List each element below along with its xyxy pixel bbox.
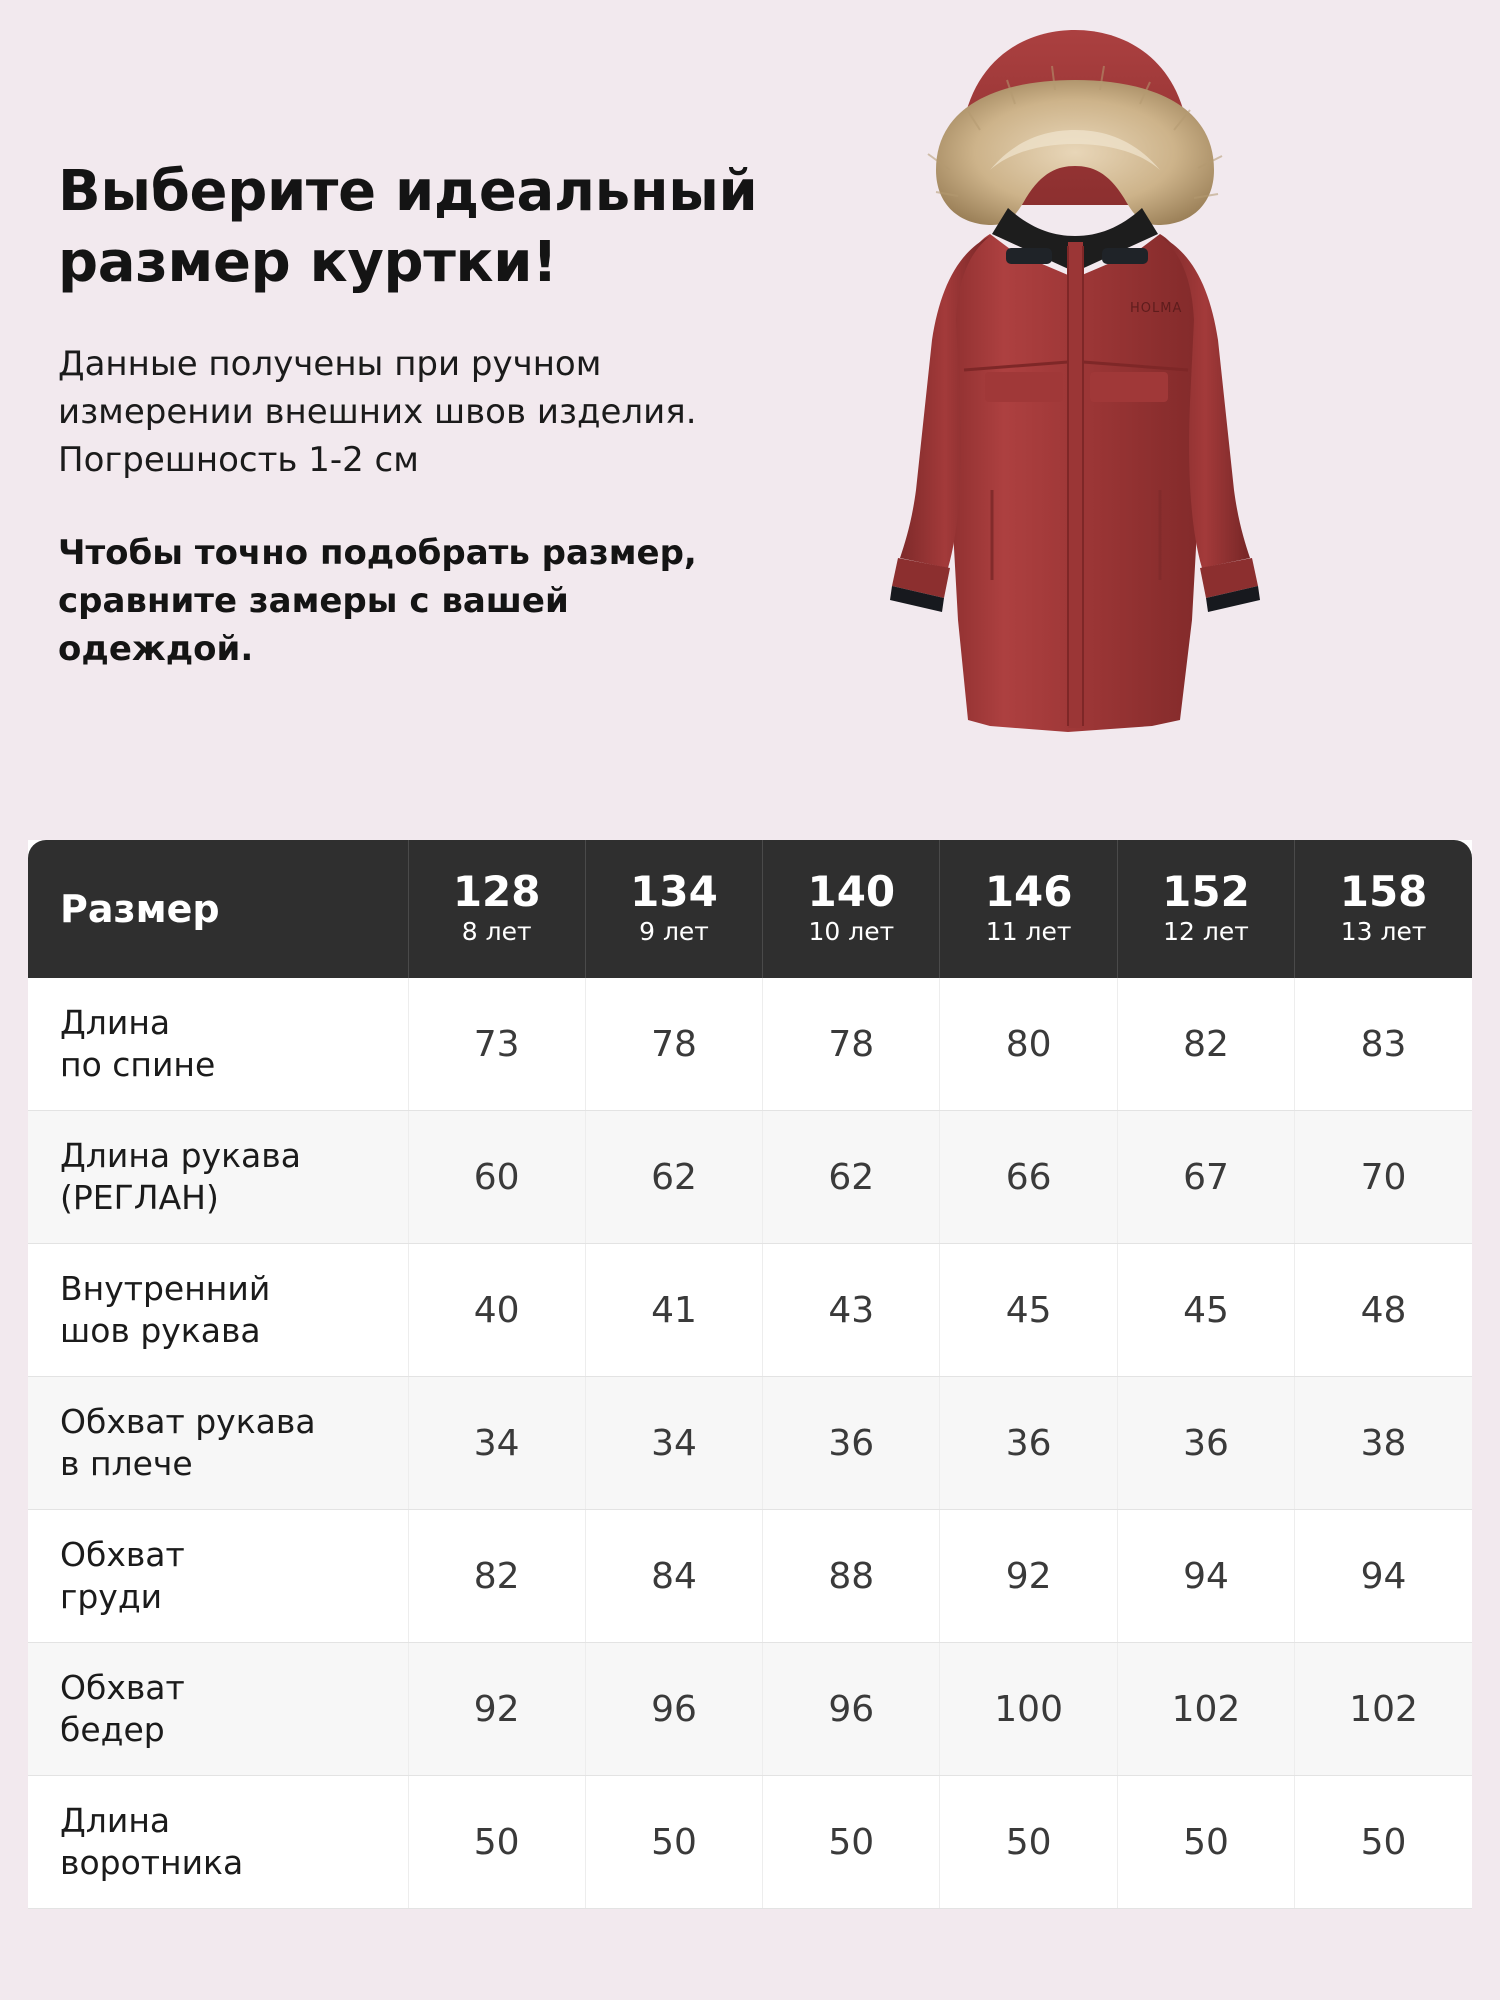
cell-r3-c3: 36 <box>940 1377 1117 1510</box>
size-value-140: 140 <box>807 866 896 916</box>
cell-r5-c1: 96 <box>585 1643 762 1776</box>
row-label-line2: (РЕГЛАН) <box>60 1178 219 1217</box>
row-label-sleeve-girth <box>28 1377 408 1510</box>
cell-r0-c0: 73 <box>408 978 585 1111</box>
cell-r6-c1: 50 <box>585 1776 762 1909</box>
cell-r2-c4: 45 <box>1117 1244 1294 1377</box>
cell-r4-c3: 92 <box>940 1510 1117 1643</box>
size-value-134: 134 <box>630 866 718 916</box>
sizing-advice: Чтобы точно подобрать размер, сравните замеры с вашей одеждой. <box>58 532 697 670</box>
row-label-chest-girth <box>28 1510 408 1643</box>
row-label-line1: Обхват рукава <box>60 1401 316 1441</box>
row-label-line2: в плече <box>60 1444 193 1483</box>
cell-r1-c1: 62 <box>585 1111 762 1244</box>
size-age-128: 8 лет <box>461 916 532 946</box>
header-size-158 <box>1295 840 1472 978</box>
row-label-line1: Внутренний <box>60 1268 271 1308</box>
row-label-collar-length <box>28 1776 408 1909</box>
row-label-line2: бедер <box>60 1710 165 1749</box>
header-size-152 <box>1117 840 1294 978</box>
header-size-label: Размер <box>28 840 408 978</box>
size-table <box>28 840 1472 1909</box>
header-size-134 <box>585 840 762 978</box>
size-age-146: 11 лет <box>985 916 1072 946</box>
size-value-146: 146 <box>984 866 1073 916</box>
measurement-disclaimer: Данные получены при ручном измерении внешних швов изделия. Погрешность 1-2 см <box>58 343 697 481</box>
row-label-back-length <box>28 978 408 1111</box>
cell-r1-c0: 60 <box>408 1111 585 1244</box>
cell-r5-c3: 100 <box>940 1643 1117 1776</box>
row-label-line1: Длина рукава <box>60 1135 301 1175</box>
cell-r6-c5: 50 <box>1295 1776 1472 1909</box>
row-label-line1: Обхват <box>60 1534 185 1574</box>
svg-text:HOLMA: HOLMA <box>1130 301 1183 316</box>
row-label-line2: шов рукава <box>60 1311 261 1350</box>
cell-r3-c1: 34 <box>585 1377 762 1510</box>
cell-r0-c4: 82 <box>1117 978 1294 1111</box>
red-parka-jacket-image <box>840 20 1310 830</box>
table-row <box>28 978 1472 1111</box>
cell-r4-c4: 94 <box>1117 1510 1294 1643</box>
cell-r3-c2: 36 <box>763 1377 940 1510</box>
cell-r4-c2: 88 <box>763 1510 940 1643</box>
table-row <box>28 1377 1472 1510</box>
table-row <box>28 1776 1472 1909</box>
hero-section <box>0 0 1500 845</box>
row-label-line2: воротника <box>60 1843 244 1882</box>
cell-r2-c5: 48 <box>1295 1244 1472 1377</box>
cell-r2-c0: 40 <box>408 1244 585 1377</box>
cell-r1-c2: 62 <box>763 1111 940 1244</box>
row-label-hip-girth <box>28 1643 408 1776</box>
table-head <box>28 840 1472 978</box>
header-size-146 <box>940 840 1117 978</box>
size-value-128: 128 <box>452 866 541 916</box>
page-title: Выберите идеальный размер куртки! <box>58 158 758 295</box>
header-row <box>28 840 1472 978</box>
cell-r5-c5: 102 <box>1295 1643 1472 1776</box>
table-row <box>28 1111 1472 1244</box>
cell-r2-c2: 43 <box>763 1244 940 1377</box>
cell-r6-c4: 50 <box>1117 1776 1294 1909</box>
row-label-sleeve-length <box>28 1111 408 1244</box>
size-value-152: 152 <box>1162 866 1250 916</box>
cell-r6-c0: 50 <box>408 1776 585 1909</box>
cell-r1-c5: 70 <box>1295 1111 1472 1244</box>
cell-r5-c0: 92 <box>408 1643 585 1776</box>
table-body <box>28 978 1472 1909</box>
size-value-158: 158 <box>1339 866 1428 916</box>
cell-r0-c3: 80 <box>940 978 1117 1111</box>
size-age-140: 10 лет <box>808 916 895 946</box>
row-label-line1: Обхват <box>60 1667 185 1707</box>
cell-r1-c3: 66 <box>940 1111 1117 1244</box>
size-age-152: 12 лет <box>1163 916 1249 946</box>
header-size-128 <box>408 840 585 978</box>
cell-r4-c0: 82 <box>408 1510 585 1643</box>
row-label-inner-sleeve-seam <box>28 1244 408 1377</box>
row-label-line1: Длина <box>60 1800 171 1840</box>
cell-r0-c1: 78 <box>585 978 762 1111</box>
cell-r1-c4: 67 <box>1117 1111 1294 1244</box>
cell-r5-c2: 96 <box>763 1643 940 1776</box>
cell-r2-c3: 45 <box>940 1244 1117 1377</box>
row-label-line2: по спине <box>60 1045 216 1084</box>
size-age-134: 9 лет <box>639 916 709 946</box>
table-row <box>28 1510 1472 1643</box>
size-chart <box>28 840 1472 1909</box>
size-age-158: 13 лет <box>1340 916 1427 946</box>
row-label-line2: груди <box>60 1577 163 1616</box>
row-label-line1: Длина <box>60 1002 171 1042</box>
table-row <box>28 1244 1472 1377</box>
header-size-140 <box>763 840 940 978</box>
cell-r6-c3: 50 <box>940 1776 1117 1909</box>
cell-r0-c2: 78 <box>763 978 940 1111</box>
cell-r4-c1: 84 <box>585 1510 762 1643</box>
cell-r3-c4: 36 <box>1117 1377 1294 1510</box>
cell-r3-c0: 34 <box>408 1377 585 1510</box>
table-row <box>28 1643 1472 1776</box>
cell-r4-c5: 94 <box>1295 1510 1472 1643</box>
cell-r2-c1: 41 <box>585 1244 762 1377</box>
cell-r3-c5: 38 <box>1295 1377 1472 1510</box>
cell-r5-c4: 102 <box>1117 1643 1294 1776</box>
cell-r0-c5: 83 <box>1295 978 1472 1111</box>
cell-r6-c2: 50 <box>763 1776 940 1909</box>
